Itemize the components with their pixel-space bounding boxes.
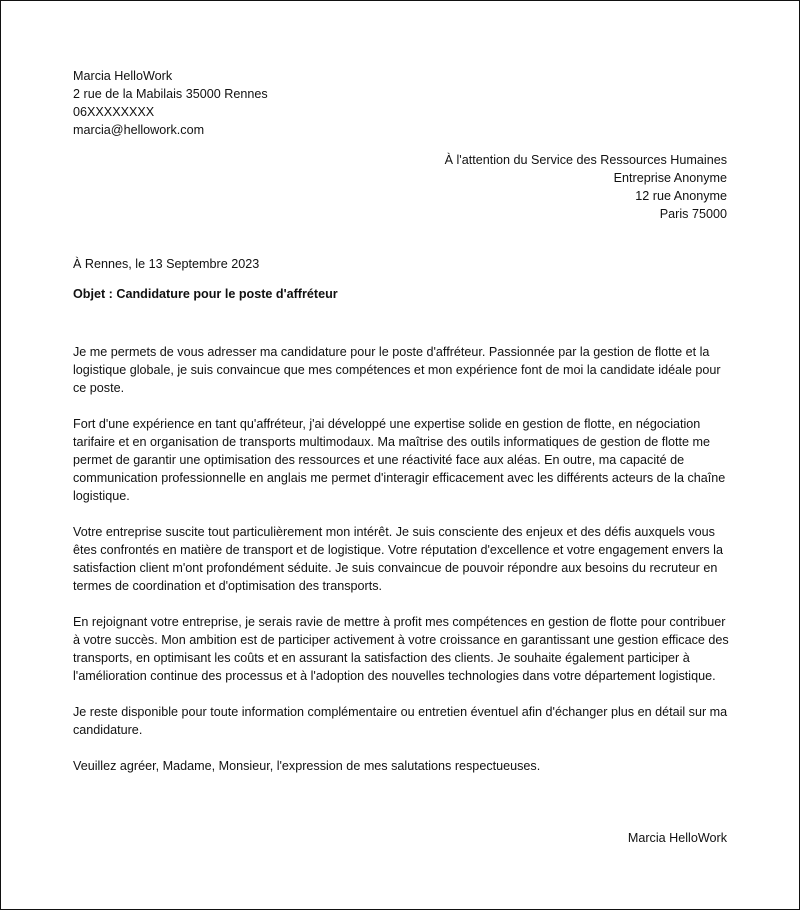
- recipient-block: [445, 151, 727, 223]
- sender-address: 2 rue de la Mabilais 35000 Rennes: [73, 87, 268, 101]
- subject-line: Objet : Candidature pour le poste d'affréteur: [73, 287, 338, 301]
- letter-body: [73, 343, 729, 793]
- sender-block: [73, 67, 268, 139]
- date-line: À Rennes, le 13 Septembre 2023: [73, 257, 260, 271]
- recipient-city: Paris 75000: [659, 207, 727, 221]
- body-paragraph-intro: Je me permets de vous adresser ma candidature pour le poste d'affréteur. Passionnée par la gestion de flotte et la logistique globale, je suis convaincue que mes compétences et mon expérience font de moi la candidate idéale pour ce poste.: [73, 345, 721, 395]
- body-paragraph-ambition: En rejoignant votre entreprise, je serais ravie de mettre à profit mes compétences en gestion de flotte pour contribuer à votre succès. Mon ambition est de participer activement à votre croissance en garantissant une gestion efficace des transports, en optimisant les coûts et en assurant la satisfaction des clients. Je souhaite également participer à l'amélioration continue des processus et à l'adoption des nouvelles technologies dans votre département logistique.: [73, 615, 729, 683]
- body-paragraph-availability: Je reste disponible pour toute information complémentaire ou entretien éventuel afin d'échanger plus en détail sur ma candidature.: [73, 705, 728, 737]
- recipient-company: Entreprise Anonyme: [613, 171, 727, 185]
- body-paragraph-company-interest: Votre entreprise suscite tout particulièrement mon intérêt. Je suis consciente des enjeux et des défis auxquels vous êtes confrontés en matière de transport et de logistique. Votre réputation d'excellence et votre engagement envers la satisfaction client m'ont profondément séduite. Je suis convaincue de pouvoir répondre aux besoins du recruteur en termes de coordination et d'optimisation des transports.: [73, 525, 723, 593]
- signature: Marcia HelloWork: [627, 831, 727, 845]
- recipient-attention: À l'attention du Service des Ressources Humaines: [444, 153, 727, 167]
- body-paragraph-closing: Veuillez agréer, Madame, Monsieur, l'expression de mes salutations respectueuses.: [73, 759, 541, 773]
- sender-email: marcia@hellowork.com: [73, 123, 205, 137]
- body-paragraph-experience: Fort d'une expérience en tant qu'affréteur, j'ai développé une expertise solide en gestion de flotte, en négociation tarifaire et en organisation de transports multimodaux. Ma maîtrise des outils informatiques de gestion de flotte me permet de garantir une optimisation des ressources et une réactivité face aux aléas. En outre, ma capacité de communication professionnelle en anglais me permet d'interagir efficacement avec les différents acteurs de la chaîne logistique.: [73, 417, 726, 503]
- sender-name: Marcia HelloWork: [73, 69, 173, 83]
- sender-phone: 06XXXXXXXX: [73, 105, 155, 119]
- recipient-street: 12 rue Anonyme: [635, 189, 727, 203]
